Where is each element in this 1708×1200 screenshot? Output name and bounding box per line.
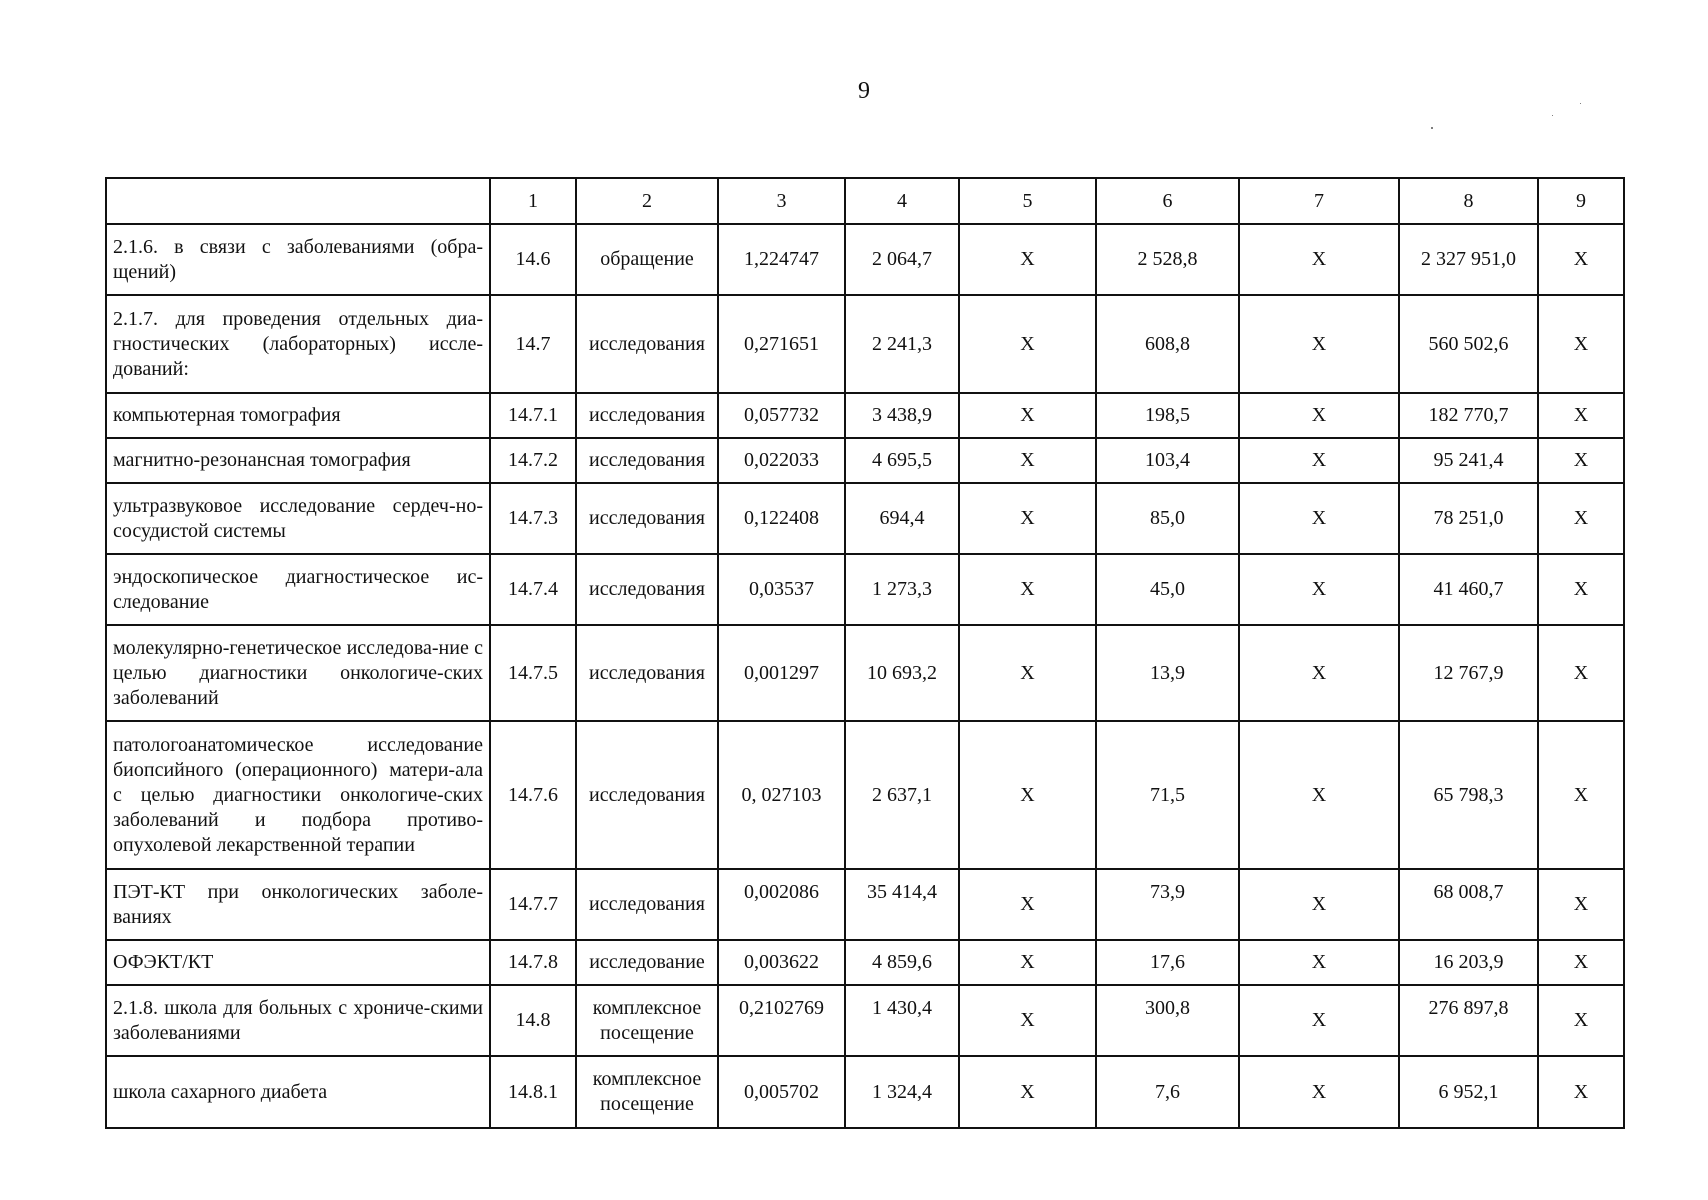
table-cell: 560 502,6 [1399, 295, 1538, 393]
table-cell: 103,4 [1096, 438, 1239, 483]
table-cell: 0,022033 [718, 438, 845, 483]
table-body [106, 178, 1624, 1128]
header-cell: 7 [1239, 178, 1399, 224]
table-cell: 2 241,3 [845, 295, 959, 393]
table-cell: X [1538, 721, 1624, 869]
header-cell: 3 [718, 178, 845, 224]
table-cell: 1 430,4 [845, 985, 959, 1056]
table-cell: 1 273,3 [845, 554, 959, 625]
table-cell: 14.7.3 [490, 483, 576, 554]
table-cell: X [1538, 869, 1624, 940]
table-cell: 2 528,8 [1096, 224, 1239, 295]
table-cell: X [1239, 1056, 1399, 1128]
table-cell: 12 767,9 [1399, 625, 1538, 721]
table-cell: 95 241,4 [1399, 438, 1538, 483]
table-cell: 0,2102769 [718, 985, 845, 1056]
table-cell: X [959, 295, 1096, 393]
table-cell: 1,224747 [718, 224, 845, 295]
table-cell: 14.7.7 [490, 869, 576, 940]
table-cell: 6 952,1 [1399, 1056, 1538, 1128]
table-row [106, 224, 1624, 295]
table-cell: комплексное посещение [576, 1056, 718, 1128]
header-cell: 8 [1399, 178, 1538, 224]
data-table [105, 177, 1625, 1129]
table-cell: 14.7.5 [490, 625, 576, 721]
table-cell: 4 859,6 [845, 940, 959, 985]
table-row [106, 438, 1624, 483]
table-cell: 0,057732 [718, 393, 845, 438]
table-cell: X [959, 1056, 1096, 1128]
table-cell: X [959, 869, 1096, 940]
table-cell: 300,8 [1096, 985, 1239, 1056]
table-cell: исследования [576, 438, 718, 483]
table-cell: X [1538, 393, 1624, 438]
table-cell: исследования [576, 625, 718, 721]
table-cell: 14.7.2 [490, 438, 576, 483]
table-row [106, 483, 1624, 554]
table-cell: X [1538, 438, 1624, 483]
table-cell: X [1538, 625, 1624, 721]
table-row [106, 940, 1624, 985]
table-cell: X [1239, 483, 1399, 554]
table-cell: 198,5 [1096, 393, 1239, 438]
row-label: эндоскопическое диагностическое ис-следование [106, 554, 490, 625]
table-cell: 10 693,2 [845, 625, 959, 721]
table-cell: 4 695,5 [845, 438, 959, 483]
table-cell: X [1538, 224, 1624, 295]
table-row [106, 869, 1624, 940]
table-cell: 71,5 [1096, 721, 1239, 869]
row-label: магнитно-резонансная томография [106, 438, 490, 483]
table-row [106, 721, 1624, 869]
table-cell: X [959, 438, 1096, 483]
table-cell: 14.7.4 [490, 554, 576, 625]
table-row [106, 295, 1624, 393]
row-label: ОФЭКТ/КТ [106, 940, 490, 985]
scan-speck [1431, 127, 1433, 129]
table-cell: X [959, 554, 1096, 625]
table-cell: 14.7 [490, 295, 576, 393]
table-cell: X [1538, 985, 1624, 1056]
table-row [106, 625, 1624, 721]
row-label: 2.1.7. для проведения отдельных диа-гностических (лабораторных) иссле-дований: [106, 295, 490, 393]
table-cell: 3 438,9 [845, 393, 959, 438]
table-cell: 694,4 [845, 483, 959, 554]
table-cell: 0,03537 [718, 554, 845, 625]
table-cell: 14.7.1 [490, 393, 576, 438]
header-cell: 6 [1096, 178, 1239, 224]
table-cell: 73,9 [1096, 869, 1239, 940]
table-cell: X [1239, 985, 1399, 1056]
header-cell [106, 178, 490, 224]
table-cell: X [959, 393, 1096, 438]
table-row [106, 393, 1624, 438]
table-cell: 14.7.6 [490, 721, 576, 869]
table-cell: 0,002086 [718, 869, 845, 940]
table-cell: 13,9 [1096, 625, 1239, 721]
table-cell: X [1538, 1056, 1624, 1128]
table-cell: 7,6 [1096, 1056, 1239, 1128]
table-cell: исследования [576, 554, 718, 625]
table-cell: 0, 027103 [718, 721, 845, 869]
header-cell: 2 [576, 178, 718, 224]
table-cell: X [959, 224, 1096, 295]
row-label: 2.1.6. в связи с заболеваниями (обра-щений) [106, 224, 490, 295]
table-cell: исследование [576, 940, 718, 985]
table-row [106, 985, 1624, 1056]
table-cell: X [1538, 940, 1624, 985]
table-cell: X [959, 940, 1096, 985]
row-label: молекулярно-генетическое исследова-ние с целью диагностики онкологиче-ских заболеваний [106, 625, 490, 721]
table-cell: 0,122408 [718, 483, 845, 554]
table-cell: 0,003622 [718, 940, 845, 985]
header-cell: 4 [845, 178, 959, 224]
table-cell: 0,001297 [718, 625, 845, 721]
table-cell: X [1538, 295, 1624, 393]
table-cell: 2 327 951,0 [1399, 224, 1538, 295]
row-label: патологоанатомическое исследование биопсийного (операционного) матери-ала с целью диагностики онкологиче-ских заболеваний и подбора противо-опухолевой лекарственной терапии [106, 721, 490, 869]
table-cell: исследования [576, 721, 718, 869]
table-cell: 85,0 [1096, 483, 1239, 554]
table-cell: X [1239, 625, 1399, 721]
header-cell: 1 [490, 178, 576, 224]
table-cell: 0,005702 [718, 1056, 845, 1128]
table-row [106, 554, 1624, 625]
table-cell: исследования [576, 869, 718, 940]
row-label: ультразвуковое исследование сердеч-но-сосудистой системы [106, 483, 490, 554]
row-label: компьютерная томография [106, 393, 490, 438]
table-cell: 14.8 [490, 985, 576, 1056]
table-cell: 276 897,8 [1399, 985, 1538, 1056]
table-cell: исследования [576, 295, 718, 393]
scan-speck [1552, 115, 1553, 116]
table-cell: X [1239, 869, 1399, 940]
table-cell: 2 064,7 [845, 224, 959, 295]
table-cell: X [959, 483, 1096, 554]
table-cell: 14.8.1 [490, 1056, 576, 1128]
table-cell: X [959, 625, 1096, 721]
table-cell: исследования [576, 393, 718, 438]
table-cell: 14.6 [490, 224, 576, 295]
table-cell: X [1239, 224, 1399, 295]
table-cell: X [1239, 721, 1399, 869]
table-cell: 2 637,1 [845, 721, 959, 869]
table-cell: X [1239, 393, 1399, 438]
header-row [106, 178, 1624, 224]
page-number: 9 [858, 78, 870, 104]
table-cell: 45,0 [1096, 554, 1239, 625]
table-cell: X [1239, 554, 1399, 625]
row-label: ПЭТ-КТ при онкологических заболе-ваниях [106, 869, 490, 940]
table-cell: X [1538, 483, 1624, 554]
table-cell: комплексное посещение [576, 985, 718, 1056]
table-cell: 182 770,7 [1399, 393, 1538, 438]
table-cell: 16 203,9 [1399, 940, 1538, 985]
table-cell: X [1538, 554, 1624, 625]
row-label: 2.1.8. школа для больных с хрониче-скими заболеваниями [106, 985, 490, 1056]
header-cell: 5 [959, 178, 1096, 224]
table-cell: 35 414,4 [845, 869, 959, 940]
scan-speck [1580, 103, 1581, 104]
table-row [106, 1056, 1624, 1128]
table-cell: X [1239, 438, 1399, 483]
table-cell: исследования [576, 483, 718, 554]
table-cell: 65 798,3 [1399, 721, 1538, 869]
table-cell: 0,271651 [718, 295, 845, 393]
row-label: школа сахарного диабета [106, 1056, 490, 1128]
table-cell: X [1239, 940, 1399, 985]
table-cell: X [1239, 295, 1399, 393]
table-cell: 14.7.8 [490, 940, 576, 985]
table-cell: X [959, 985, 1096, 1056]
table-cell: 1 324,4 [845, 1056, 959, 1128]
table-cell: X [959, 721, 1096, 869]
table-cell: 68 008,7 [1399, 869, 1538, 940]
table-cell: обращение [576, 224, 718, 295]
table-cell: 17,6 [1096, 940, 1239, 985]
table-cell: 608,8 [1096, 295, 1239, 393]
header-cell: 9 [1538, 178, 1624, 224]
table-cell: 41 460,7 [1399, 554, 1538, 625]
table-cell: 78 251,0 [1399, 483, 1538, 554]
